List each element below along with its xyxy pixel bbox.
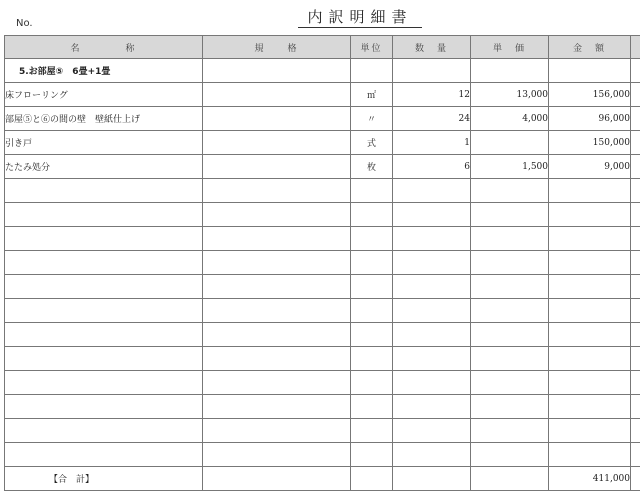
item-quantity: 12 bbox=[393, 83, 471, 107]
empty-row bbox=[5, 299, 640, 323]
empty-cell bbox=[393, 395, 471, 419]
empty-cell bbox=[471, 419, 549, 443]
empty-cell bbox=[393, 251, 471, 275]
item-unit-price: 1,500 bbox=[471, 155, 549, 179]
table-row bbox=[5, 131, 640, 155]
empty-cell bbox=[203, 371, 351, 395]
document-title: 内訳明細書 bbox=[298, 8, 422, 28]
empty-cell bbox=[5, 227, 203, 251]
empty-cell bbox=[351, 323, 393, 347]
empty-cell bbox=[351, 251, 393, 275]
empty-cell bbox=[471, 371, 549, 395]
table-row bbox=[5, 107, 640, 131]
breakdown-table bbox=[4, 35, 640, 491]
empty-cell bbox=[393, 179, 471, 203]
empty-cell bbox=[549, 323, 631, 347]
table-header-row bbox=[5, 36, 640, 59]
empty-cell bbox=[5, 179, 203, 203]
empty-cell bbox=[549, 443, 631, 467]
empty-row bbox=[5, 179, 640, 203]
empty-cell bbox=[351, 443, 393, 467]
empty-cell bbox=[203, 275, 351, 299]
item-amount: 150,000 bbox=[549, 131, 631, 155]
empty-cell bbox=[393, 203, 471, 227]
blank-rows bbox=[5, 179, 640, 467]
empty-cell bbox=[5, 203, 203, 227]
col-header-amount: 金 額 bbox=[549, 36, 631, 59]
empty-cell bbox=[5, 275, 203, 299]
empty-row bbox=[5, 395, 640, 419]
empty-cell bbox=[203, 419, 351, 443]
empty-cell bbox=[631, 347, 640, 371]
total-amount: 411,000 bbox=[549, 467, 631, 491]
empty-row bbox=[5, 419, 640, 443]
empty-cell bbox=[471, 203, 549, 227]
item-spec bbox=[203, 83, 351, 107]
empty-cell bbox=[203, 203, 351, 227]
empty-cell bbox=[5, 371, 203, 395]
empty-cell bbox=[393, 323, 471, 347]
item-unit-price: 13,000 bbox=[471, 83, 549, 107]
item-name: 床フローリング bbox=[5, 83, 203, 107]
empty-cell bbox=[5, 419, 203, 443]
item-unit: 〃 bbox=[351, 107, 393, 131]
empty-cell bbox=[549, 371, 631, 395]
empty-cell bbox=[351, 227, 393, 251]
empty-cell bbox=[393, 371, 471, 395]
empty-cell bbox=[631, 443, 640, 467]
total-row bbox=[5, 467, 640, 491]
empty-cell bbox=[471, 299, 549, 323]
section-row bbox=[5, 59, 640, 83]
item-spec bbox=[203, 107, 351, 131]
col-header-quantity: 数 量 bbox=[393, 36, 471, 59]
item-unit: ㎡ bbox=[351, 83, 393, 107]
empty-row bbox=[5, 443, 640, 467]
item-name: たたみ処分 bbox=[5, 155, 203, 179]
empty-row bbox=[5, 251, 640, 275]
item-unit: 式 bbox=[351, 131, 393, 155]
empty-row bbox=[5, 347, 640, 371]
item-unit-price bbox=[471, 131, 549, 155]
empty-cell bbox=[631, 371, 640, 395]
empty-cell bbox=[471, 347, 549, 371]
empty-cell bbox=[471, 179, 549, 203]
empty-cell bbox=[631, 179, 640, 203]
empty-cell bbox=[351, 395, 393, 419]
empty-cell bbox=[471, 395, 549, 419]
empty-cell bbox=[393, 299, 471, 323]
empty-cell bbox=[203, 179, 351, 203]
item-quantity: 1 bbox=[393, 131, 471, 155]
item-spec bbox=[203, 131, 351, 155]
empty-cell bbox=[549, 275, 631, 299]
empty-cell bbox=[631, 203, 640, 227]
empty-cell bbox=[351, 419, 393, 443]
empty-cell bbox=[351, 299, 393, 323]
empty-cell bbox=[393, 443, 471, 467]
empty-cell bbox=[351, 275, 393, 299]
item-amount: 9,000 bbox=[549, 155, 631, 179]
item-quantity: 6 bbox=[393, 155, 471, 179]
item-name: 部屋⑤と⑥の間の壁 壁紙仕上げ bbox=[5, 107, 203, 131]
empty-cell bbox=[471, 443, 549, 467]
empty-cell bbox=[549, 299, 631, 323]
empty-cell bbox=[549, 179, 631, 203]
empty-cell bbox=[393, 227, 471, 251]
empty-cell bbox=[631, 395, 640, 419]
empty-row bbox=[5, 275, 640, 299]
col-header-unit-price: 単 価 bbox=[471, 36, 549, 59]
empty-cell bbox=[549, 251, 631, 275]
empty-row bbox=[5, 227, 640, 251]
empty-cell bbox=[5, 395, 203, 419]
empty-cell bbox=[5, 443, 203, 467]
empty-cell bbox=[393, 347, 471, 371]
item-amount: 156,000 bbox=[549, 83, 631, 107]
empty-cell bbox=[5, 347, 203, 371]
empty-cell bbox=[549, 347, 631, 371]
empty-cell bbox=[631, 419, 640, 443]
empty-cell bbox=[631, 251, 640, 275]
empty-cell bbox=[471, 275, 549, 299]
empty-cell bbox=[351, 179, 393, 203]
empty-cell bbox=[5, 299, 203, 323]
empty-row bbox=[5, 371, 640, 395]
empty-cell bbox=[203, 347, 351, 371]
col-header-unit: 単位 bbox=[351, 36, 393, 59]
item-name: 引き戸 bbox=[5, 131, 203, 155]
empty-cell bbox=[631, 323, 640, 347]
item-unit: 枚 bbox=[351, 155, 393, 179]
col-header-spec: 規 格 bbox=[203, 36, 351, 59]
empty-cell bbox=[203, 443, 351, 467]
empty-cell bbox=[351, 347, 393, 371]
empty-cell bbox=[203, 323, 351, 347]
item-amount: 96,000 bbox=[549, 107, 631, 131]
col-header-extra bbox=[631, 36, 640, 59]
empty-cell bbox=[471, 323, 549, 347]
empty-cell bbox=[393, 275, 471, 299]
col-header-name: 名 称 bbox=[5, 36, 203, 59]
item-spec bbox=[203, 155, 351, 179]
empty-cell bbox=[5, 251, 203, 275]
empty-row bbox=[5, 203, 640, 227]
empty-cell bbox=[471, 251, 549, 275]
section-title: 5.お部屋⑤ 6畳+1畳 bbox=[5, 59, 203, 83]
empty-cell bbox=[631, 299, 640, 323]
table-row bbox=[5, 155, 640, 179]
empty-cell bbox=[393, 419, 471, 443]
item-unit-price: 4,000 bbox=[471, 107, 549, 131]
item-quantity: 24 bbox=[393, 107, 471, 131]
empty-cell bbox=[549, 419, 631, 443]
empty-cell bbox=[203, 395, 351, 419]
empty-cell bbox=[549, 395, 631, 419]
empty-cell bbox=[203, 227, 351, 251]
empty-cell bbox=[203, 251, 351, 275]
empty-row bbox=[5, 323, 640, 347]
total-label: 【合 計】 bbox=[5, 467, 203, 491]
empty-cell bbox=[5, 323, 203, 347]
empty-cell bbox=[631, 275, 640, 299]
table-row bbox=[5, 83, 640, 107]
document-number-label: No. bbox=[16, 18, 33, 29]
empty-cell bbox=[549, 203, 631, 227]
empty-cell bbox=[631, 227, 640, 251]
empty-cell bbox=[351, 371, 393, 395]
empty-cell bbox=[549, 227, 631, 251]
empty-cell bbox=[203, 299, 351, 323]
empty-cell bbox=[351, 203, 393, 227]
empty-cell bbox=[471, 227, 549, 251]
